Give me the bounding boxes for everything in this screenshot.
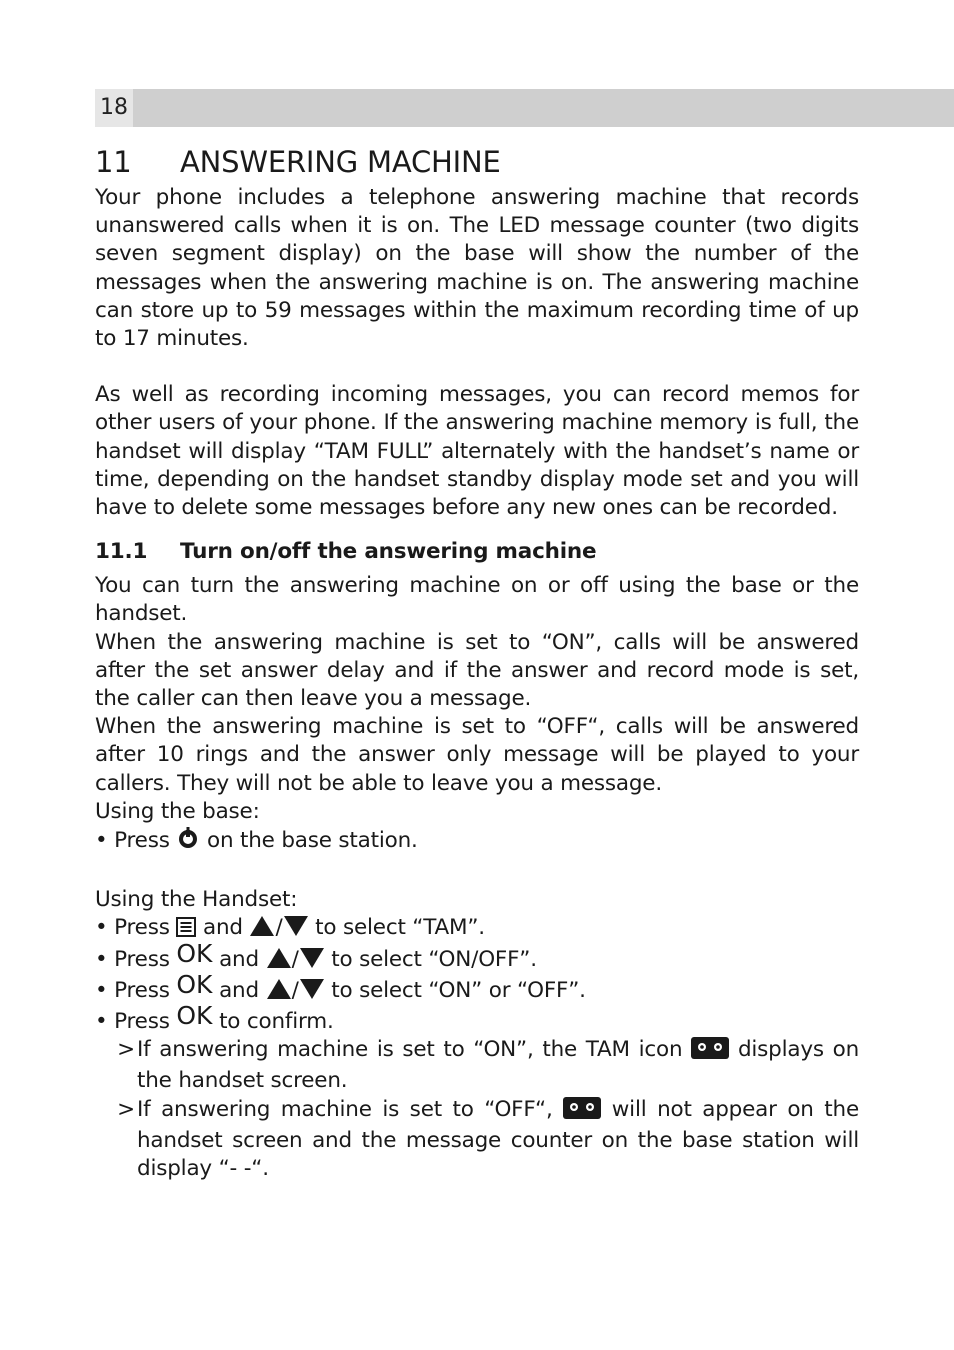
tam-cassette-icon — [563, 1097, 601, 1127]
ok-key-icon: OK — [176, 1001, 213, 1031]
result-item-1: > If answering machine is set to “ON”, the TAM icon displays on the handset screen. — [117, 1037, 860, 1094]
down-triangle-icon — [283, 915, 309, 945]
result-item-2: > If answering machine is set to “OFF“, will not appear on the handset screen and the message counter on the base station will display “- -“. — [117, 1096, 859, 1182]
subsection-number: 11.1 — [95, 539, 148, 565]
section-number: 11 — [95, 145, 132, 179]
down-triangle-icon — [299, 978, 325, 1008]
page-number: 18 — [95, 89, 133, 127]
intro-paragraph-1: Your phone includes a telephone answering machine that records unanswered calls when it is on. The LED message counter (two digits seven segment display) on the base will show the number of the messages when the answering machine is on. The answering machine can store up to 59 messages within the maximum recording time of up to 17 minutes. — [95, 185, 859, 352]
ok-key-icon: OK — [176, 938, 213, 968]
sub-paragraph-2: When the answering machine is set to “ON”, calls will be answered after the set answer delay and if the answer and record mode is set, the caller can then leave you a message. — [95, 629, 859, 712]
base-bullet: • Press on the base station. — [95, 826, 859, 858]
page-content — [95, 140, 859, 1183]
using-handset-label: Using the Handset: — [95, 887, 298, 913]
up-triangle-icon — [266, 978, 292, 1008]
up-triangle-icon — [266, 947, 292, 977]
tam-cassette-icon — [691, 1037, 729, 1067]
sub-paragraph-1: You can turn the answering machine on or off using the base or the handset. — [95, 573, 859, 627]
handset-bullet-2: • Press OK and / to select “ON/OFF”. — [95, 946, 859, 977]
up-triangle-icon — [249, 915, 275, 945]
sub-paragraph-3: When the answering machine is set to “OFF“, calls will be answered after 10 rings and the answer only message will be played to your callers. They will not be able to leave you a message. — [95, 714, 859, 796]
section-title: ANSWERING MACHINE — [180, 145, 501, 179]
ok-key-icon: OK — [176, 969, 213, 999]
down-triangle-icon — [299, 947, 325, 977]
power-icon — [176, 826, 200, 858]
handset-bullet-4: • Press OK to confirm. — [95, 1001, 334, 1035]
section-heading — [95, 140, 859, 184]
subsection-heading — [95, 538, 859, 566]
intro-paragraph-2: As well as recording incoming messages, you can record memos for other users of your phone. If the answering machine memory is full, the handset will display “TAM FULL” alternately with the handset’s name or time, depending on the handset standby display mode set and you will have to delete some messages before any new ones can be recorded. — [95, 382, 859, 521]
header-bar — [95, 89, 954, 127]
using-base-label: Using the base: — [95, 798, 260, 824]
handset-bullet-1: • Press and / to select “TAM”. — [95, 914, 859, 945]
subsection-title: Turn on/off the answering machine — [180, 539, 597, 565]
handset-bullet-3: • Press OK and / to select “ON” or “OFF”. — [95, 977, 859, 1008]
